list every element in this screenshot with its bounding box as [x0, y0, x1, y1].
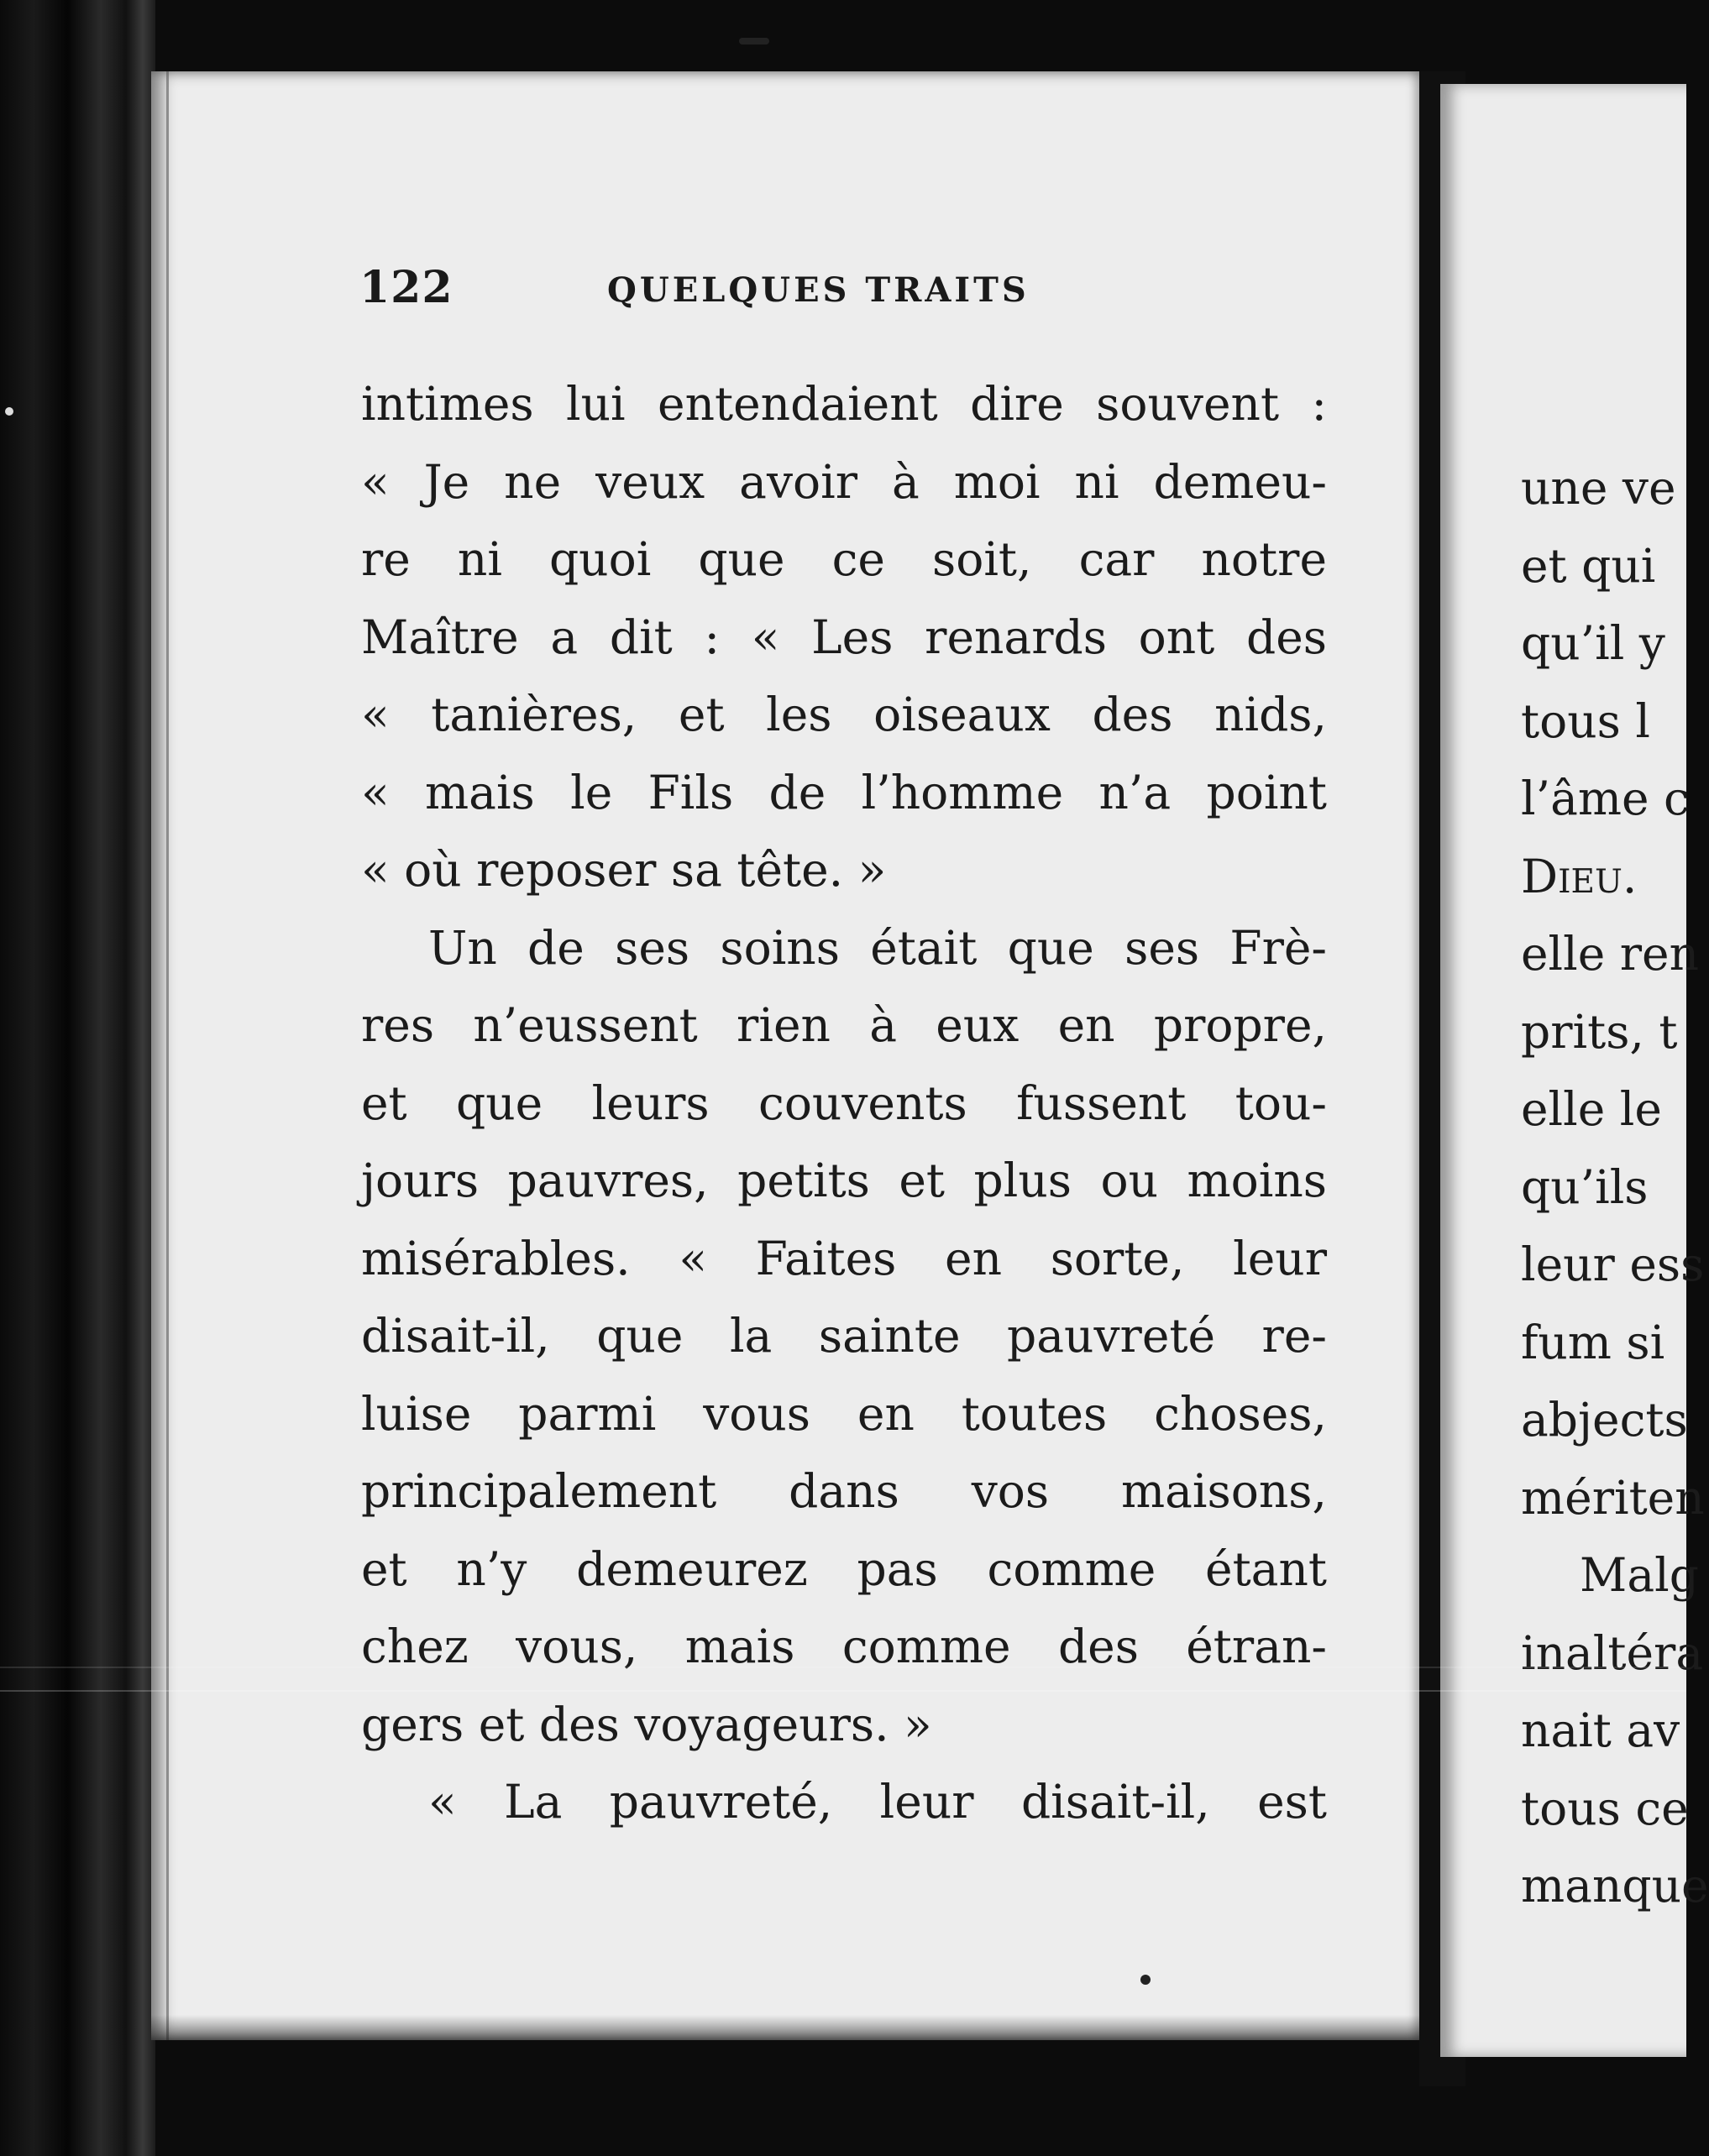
- text-line: Malg: [1580, 1548, 1699, 1602]
- text-line: misérables. « Faites en sorte, leur: [361, 1231, 1327, 1285]
- scan-speck: [5, 407, 13, 416]
- text-line: gers et des voyageurs. »: [361, 1697, 932, 1751]
- text-line: disait-il, que la sainte pauvreté re-: [361, 1309, 1327, 1363]
- left-page-text: [361, 365, 1327, 1841]
- text-line: fum si: [1521, 1315, 1665, 1369]
- book-binding-edge: [0, 0, 155, 2156]
- text-line: res n’eussent rien à eux en propre,: [361, 998, 1327, 1052]
- text-line: mériten: [1521, 1470, 1705, 1525]
- text-line: et qui: [1521, 538, 1656, 593]
- text-line: Dieu.: [1521, 849, 1638, 903]
- scan-scratch: [0, 1667, 1686, 1668]
- text-line: jours pauvres, petits et plus ou moins: [361, 1154, 1327, 1207]
- text-line: inaltéra: [1521, 1625, 1704, 1680]
- page-bottom-shadow: [151, 2015, 1419, 2040]
- right-page: [1440, 84, 1709, 2057]
- text-line: et n’y demeurez pas comme étant: [361, 1541, 1327, 1596]
- text-line: Un de ses soins était que ses Frè-: [428, 920, 1327, 975]
- text-line: elle ren: [1521, 927, 1700, 981]
- text-line: « tanières, et les oiseaux des nids,: [361, 688, 1327, 741]
- scan-speck: [739, 38, 769, 44]
- text-line: « où reposer sa tête. »: [361, 843, 887, 897]
- scan-speck: [1140, 1975, 1151, 1985]
- text-line: et que leurs couvents fussent tou-: [361, 1075, 1327, 1130]
- text-line: l’âme c: [1521, 772, 1690, 825]
- page-header: [359, 262, 1325, 321]
- running-title: QUELQUES TRAITS: [607, 270, 1030, 310]
- page-number: 122: [359, 262, 453, 313]
- text-line: prits, t: [1521, 1004, 1678, 1059]
- text-line: abjects: [1521, 1393, 1688, 1447]
- text-line: leur ess: [1521, 1238, 1705, 1291]
- text-line: manque: [1521, 1859, 1709, 1913]
- text-line: nait av: [1521, 1703, 1680, 1757]
- text-line: elle le: [1521, 1082, 1662, 1136]
- text-line: Maître a dit : « Les renards ont des: [361, 610, 1327, 664]
- page-edge-line: [166, 71, 169, 2040]
- text-line: intimes lui entendaient dire souvent :: [361, 377, 1327, 431]
- text-line: luise parmi vous en toutes choses,: [361, 1386, 1327, 1441]
- text-line: principalement dans vos maisons,: [361, 1464, 1327, 1518]
- text-line: tous ce: [1521, 1781, 1689, 1835]
- text-line: tous l: [1521, 693, 1650, 748]
- text-line: qu’il y: [1521, 616, 1665, 670]
- text-line: re ni quoi que ce soit, car notre: [361, 532, 1327, 586]
- text-line: une ve: [1521, 461, 1676, 515]
- text-line: chez vous, mais comme des étran-: [361, 1620, 1327, 1673]
- text-line: qu’ils: [1521, 1159, 1649, 1214]
- scan-scratch: [0, 1690, 1686, 1692]
- text-line: « Je ne veux avoir à moi ni demeu-: [361, 454, 1327, 509]
- text-line: « mais le Fils de l’homme n’a point: [361, 765, 1327, 819]
- text-line: « La pauvreté, leur disait-il, est: [428, 1775, 1327, 1829]
- right-page-text: [1521, 449, 1709, 1925]
